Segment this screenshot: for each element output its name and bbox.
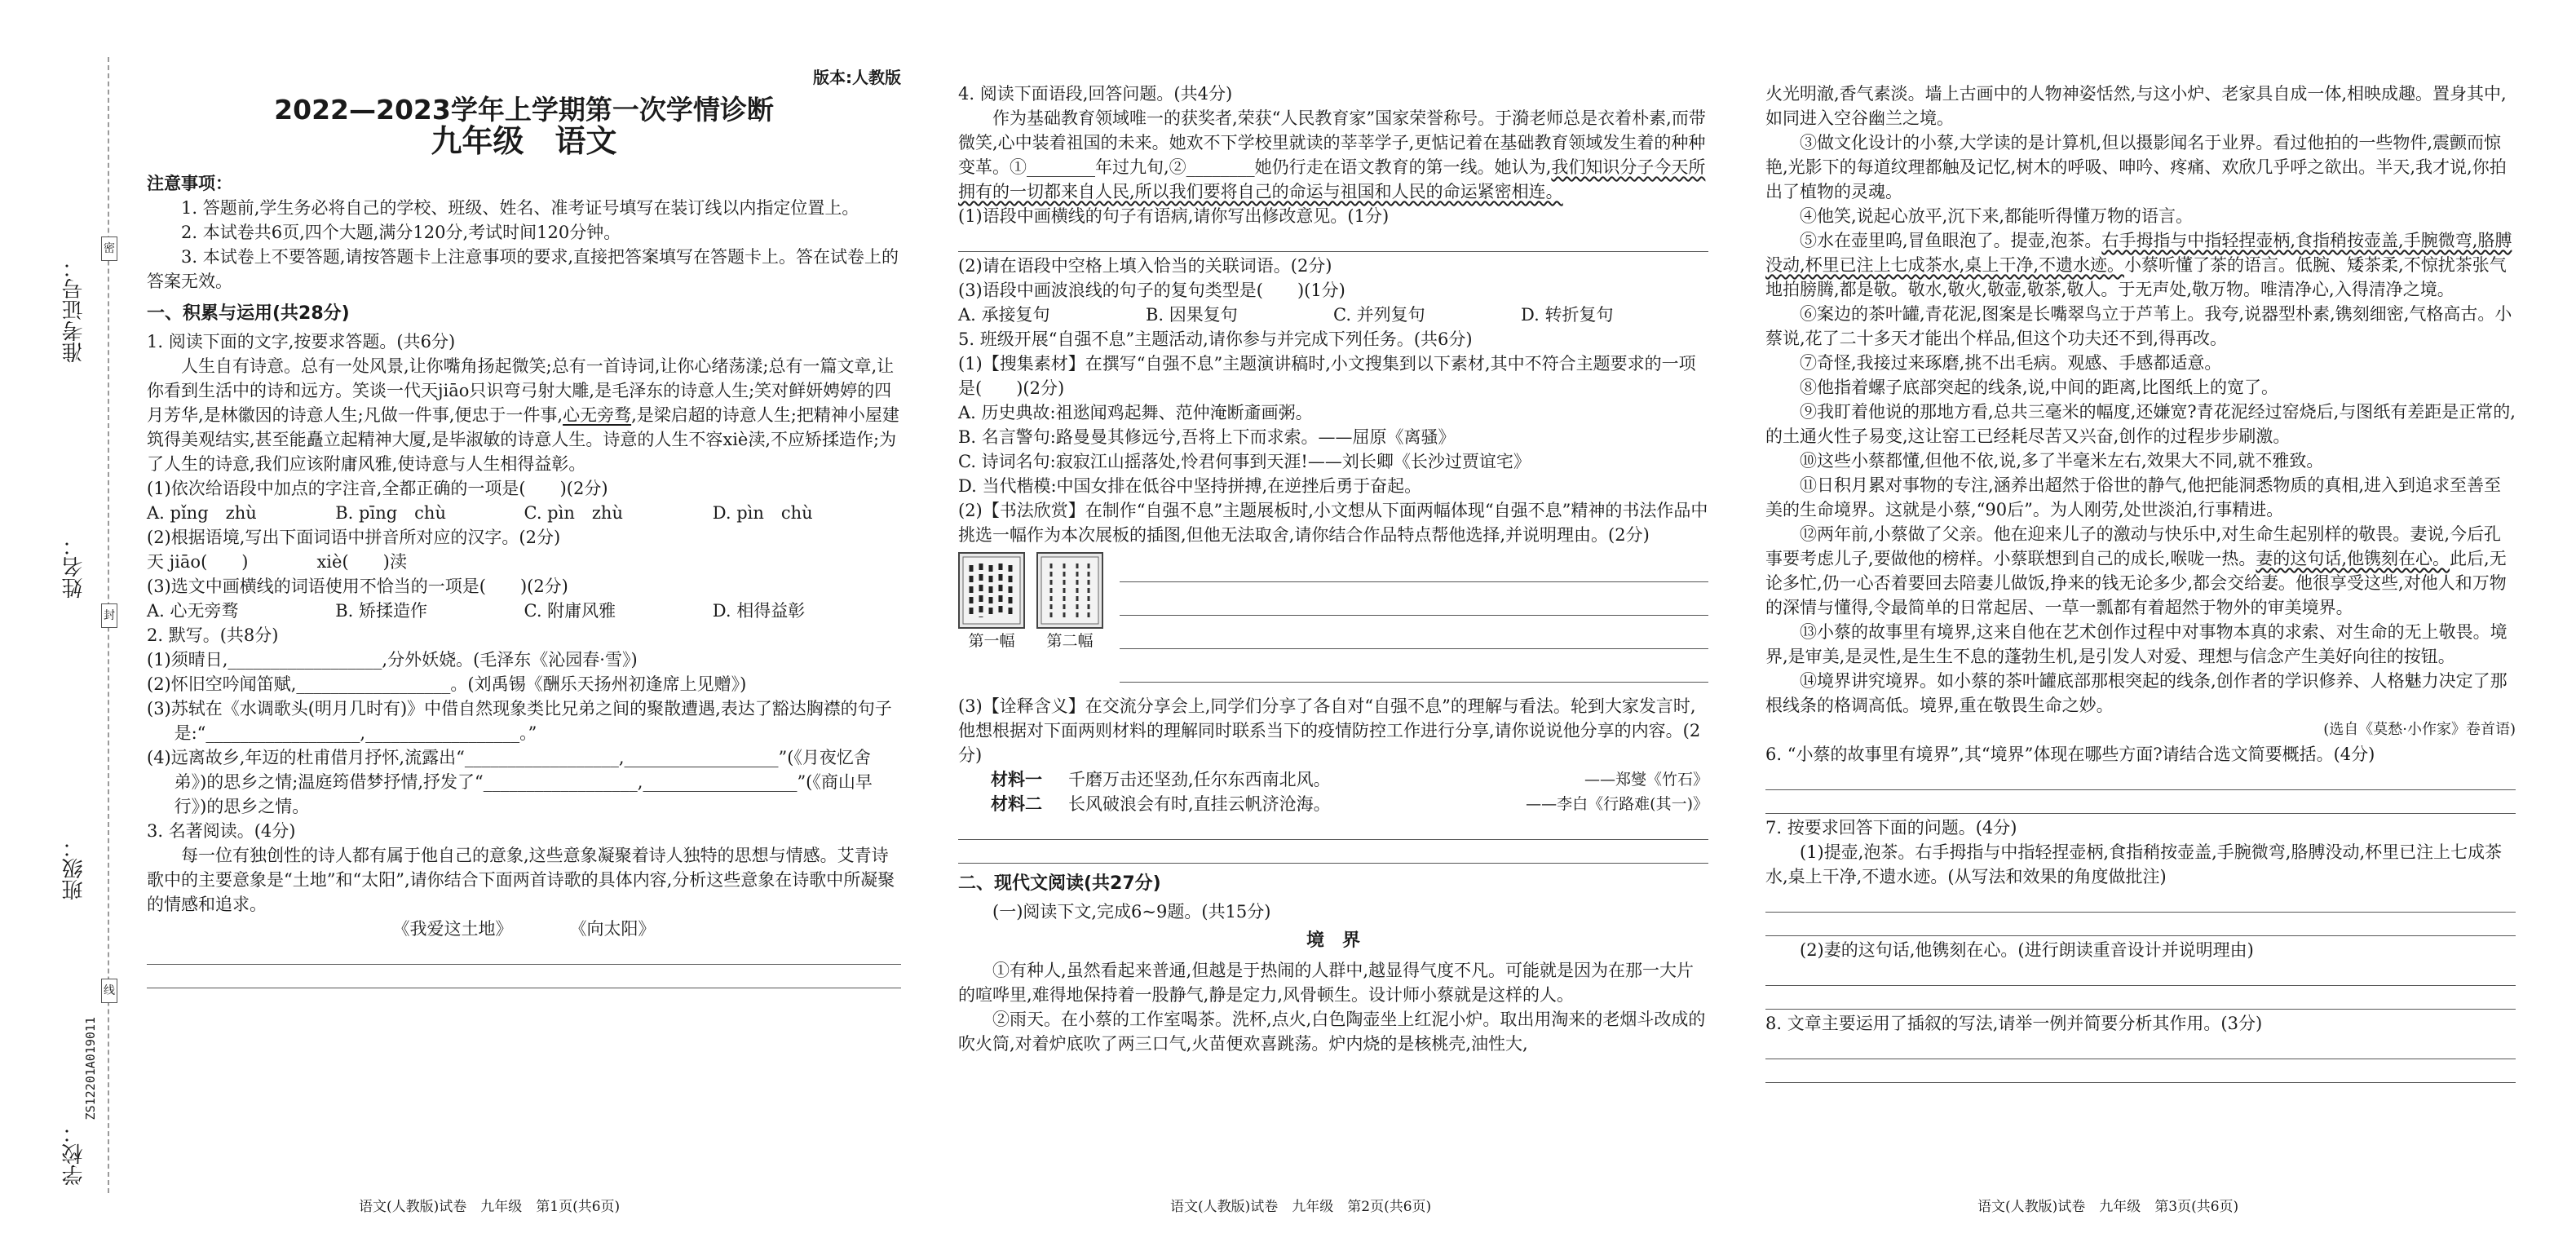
article-paragraph: ⑨我盯着他说的那地方看,总共三毫米的幅度,还嫌宽?青花泥经过窑烧后,与图纸有差距是正常的,的土通火性子易变,这让窑工已经耗尽苦又兴奋,创作的过程步步刷激。 [1765, 402, 2516, 446]
article-paragraph: ⑦奇怪,我接过来琢磨,挑不出毛病。观感、手感都适意。 [1800, 353, 2222, 373]
answer-line[interactable] [1120, 560, 1708, 582]
option-b[interactable]: B. 名言警句:路曼曼其修远兮,吾将上下而求索。——屈原《离骚》 [958, 427, 1456, 447]
article-paragraph: ⑬小蔡的故事里有境界,这来自他在艺术创作过程中对事物本真的求索、对生命的无上敬畏。境界,是审美,是灵性,是生生不息的蓬勃生机,是引发人对爱、理想与信念产生美好向往的按钮。 [1765, 622, 2508, 666]
option-a[interactable]: A. 承接复句 [958, 305, 1050, 325]
question-6-stem: 6. “小蔡的故事里有境界”,其“境界”体现在哪些方面?请结合选文简要概括。(4分) [1765, 745, 2375, 764]
question-5-stem: 5. 班级开展“自强不息”主题活动,请你参与并完成下列任务。(共6分) [958, 329, 1473, 349]
material-1 [958, 767, 1708, 792]
section-2-heading: 二、现代文阅读(共27分) [958, 873, 1161, 894]
answer-line[interactable] [958, 230, 1708, 252]
calligraphy-figure-1 [958, 552, 1025, 653]
note-item: 2. 本试卷共6页,四个大题,满分120分,考试时间120分钟。 [181, 223, 621, 242]
exam-id-field[interactable] [59, 245, 86, 375]
poem-titles [147, 917, 901, 941]
calligraphy-strokes-icon [1038, 554, 1102, 627]
option-b[interactable]: B. 因果复句 [1146, 305, 1238, 325]
material-1-label: 材料一 [991, 770, 1042, 789]
question-7-1: (1)提壶,泡茶。右手拇指与中指轻捏壶柄,食指稍按壶盖,手腕微弯,胳膊没动,杯里已注上七成茶水,桌上干净,不遗水迹。(从写法和效果的角度做批注) [1765, 842, 2503, 886]
question-1-3: (3)选文中画横线的词语使用不恰当的一项是( )(2分) [147, 577, 568, 596]
material-2 [958, 792, 1708, 816]
answer-line[interactable] [1765, 768, 2516, 790]
note-item: 3. 本试卷上不要答题,请按答题卡上注意事项的要求,直接把答案填写在答题卡上。答在试卷上的答案无效。 [147, 247, 899, 291]
calligraphy-block [958, 552, 1708, 694]
page-3 [1765, 82, 2516, 1223]
article-paragraph: ③做文化设计的小蔡,大学读的是计算机,但以摄影闻名于业界。看过他拍的一些物件,震颤而惊艳,光影下的每道纹理都触及记忆,树木的呼吸、呻吟、疼痛、欢欣几乎呼之欲出。半天,我才说,你拍出了植物的灵魂。 [1765, 133, 2507, 201]
answer-line[interactable] [1765, 1037, 2516, 1059]
question-8-stem: 8. 文章主要运用了插叙的写法,请举一例并简要分析其作用。(3分) [1765, 1014, 2263, 1033]
passage-text: 渎,不应矫揉造作;为了人生的诗意,我们应该附庸风雅,使诗意与人生相得益彰。 [147, 430, 897, 474]
seal-mark-xian: 线 [101, 979, 117, 1003]
paragraph-text: 此后,无论多忙,仍一心否着要回去陪妻儿做饭,挣来的钱无论多少,都会交给妻。他很享受这些,对他人和万物的深情与懂得,令最简单的日常起居、一草一瓢都有着超然于物外的审美境界。 [1765, 549, 2507, 617]
answer-line[interactable] [1120, 594, 1708, 616]
option-c[interactable]: C. 附庸风雅 [524, 601, 616, 621]
question-5-3: (3)【诠释含义】在交流分享会上,同学们分享了各自对“自强不息”的理解与看法。轮到大家发言时,他想根据对下面两则材料的理解同时联系当下的疫情防控工作进行分享,请你说说他分享的内容。(2分) [958, 696, 1701, 765]
option-a[interactable]: A. 历史典故:祖逖闻鸡起舞、范仲淹断齑画粥。 [958, 403, 1313, 422]
question-5-1: (1)【搜集素材】在撰写“自强不息”主题演讲稿时,小文搜集到以下素材,其中不符合主题要求的一项是( )(2分) [958, 354, 1696, 398]
option-a[interactable]: A. pǐng zhù [147, 503, 257, 523]
school-label: 学校： [62, 1122, 86, 1186]
answer-line[interactable] [1120, 627, 1708, 649]
article-title: 境 界 [1306, 930, 1360, 951]
article-paragraph: ①有种人,虽然看起来普通,但越是于热闹的人群中,越显得气度不凡。可能就是因为在那一大片的喧哗里,难得地保持着一股静气,静是定力,风骨顿生。设计师小蔡就是这样的人。 [958, 961, 1695, 1005]
passage-text: 人生自有诗意。总有一处风景,让你嘴角扬起微笑;总有一首诗词,让你心绪荡漾;总有一篇文章,让你看到生活中的诗和远方。笑谈一代天 [147, 356, 895, 400]
exam-title: 2022—2023学年上学期第一次学情诊断 [274, 94, 774, 126]
answer-line[interactable] [1120, 661, 1708, 683]
calligraphy-strokes-icon [960, 554, 1023, 627]
material-2-author: ——李白《行路难(其一)》 [1526, 795, 1708, 813]
article-paragraph: ⑪日积月累对事物的专注,涵养出超然于俗世的静气,他把能洞悉物质的真相,进入到追求至善至美的生命境界。这就是小蔡,“90后”。为人刚劳,处世淡泊,行事精进。 [1765, 475, 2502, 519]
calligraphy-images [958, 552, 1103, 653]
question-1-3-options [147, 599, 901, 623]
wavy-sentence: 妻的这句话,他镌刻在心。 [2256, 549, 2450, 568]
paragraph-text: ⑫两年前,小蔡做了父亲。他在迎来儿子的激动与快乐中,对生命生起别样的敬畏。妻说,今后孔事要考虑儿子,要做他的榜样。小蔡联想到自己的成长,喉咙一热。 [1765, 524, 2502, 568]
question-4-stem: 4. 阅读下面语段,回答问题。(共4分) [958, 84, 1233, 104]
answer-line[interactable] [958, 842, 1708, 864]
calligraphy-image-1[interactable] [958, 552, 1025, 629]
passage-text: ,是梁启超的诗意人生;把精神小屋建筑得美观结实,甚至能矗立起精神大厦,是毕淑敏的诗意人生。诗意的人生不容 [147, 405, 899, 449]
school-field[interactable] [59, 1109, 86, 1199]
calligraphy-image-2[interactable] [1036, 552, 1103, 629]
question-3-stem: 3. 名著阅读。(4分) [147, 821, 296, 841]
option-d[interactable]: D. 当代楷模:中国女排在低谷中坚持拼搏,在逆挫后勇于奋起。 [958, 476, 1422, 496]
answer-line[interactable] [1765, 988, 2516, 1010]
question-1-2-fill[interactable]: 天 jiāo( ) xiè( )渎 [147, 552, 407, 572]
article-paragraph: ④他笑,说起心放平,沉下来,都能听得懂万物的语言。 [1800, 206, 2194, 226]
wavy-sentence: 右手拇指与中指轻捏壶柄,食指稍按壶盖,手腕微弯,胳膊没动,杯里已注上七成茶水,桌上干净,不遗水迹。 [1765, 231, 2512, 275]
seal-mark-mi: 密 [101, 236, 117, 261]
answer-line[interactable] [1765, 914, 2516, 936]
question-2-2[interactable]: (2)怀旧空吟闻笛赋,__________________。(刘禹锡《酬乐天扬州初逢席上见赠》) [147, 674, 747, 694]
paragraph-text: ⑤水在壶里呜,冒鱼眼泡了。提壶,泡茶。 [1800, 231, 2102, 250]
material-1-author: ——郑燮《竹石》 [1584, 771, 1708, 789]
paper-code: ZS12201A019011 [83, 1016, 98, 1120]
option-d[interactable]: D. pìn chù [712, 503, 813, 523]
article-paragraph [1765, 522, 2516, 620]
name-label: 姓名： [62, 535, 86, 599]
section-1-heading: 一、积累与运用(共28分) [147, 303, 350, 324]
material-2-label: 材料二 [991, 794, 1042, 814]
question-1-1-options [147, 501, 901, 525]
subsection-1-heading: (一)阅读下文,完成6~9题。(共15分) [992, 902, 1271, 922]
option-a[interactable]: A. 心无旁骛 [147, 601, 239, 621]
name-field[interactable] [59, 522, 86, 612]
article-source: (选自《莫愁·小作家》卷首语) [2323, 721, 2516, 738]
question-4-2: (2)请在语段中空格上填入恰当的关联词语。(2分) [958, 256, 1332, 276]
option-c[interactable]: C. pìn zhù [524, 503, 623, 523]
answer-line[interactable] [1765, 1061, 2516, 1083]
wavy-sentence: 我们知识分子今天所拥有的一切都来自人民,所以我们要将自己的命运与祖国和人民的命运紧密相连。 [958, 157, 1706, 201]
poem-title-2: 《向太阳》 [569, 919, 656, 939]
class-field[interactable] [59, 824, 86, 913]
page-1-footer: 语文(人教版)试卷 九年级 第1页(共6页) [359, 1199, 621, 1215]
question-2-4[interactable]: (4)远离故乡,年迈的杜甫借月抒怀,流露出“__________________,__________________”(《月夜忆舍弟》)的思乡之情;温庭筠借梦抒情,抒发了“__________________,__________________”(《商山早行》)的思乡之情。 [147, 748, 873, 816]
question-4-passage [958, 106, 1708, 204]
answer-line[interactable] [1765, 792, 2516, 814]
binding-margin [0, 0, 122, 1242]
option-c[interactable]: C. 诗词名句:寂寂江山摇落处,怜君何事到天涯!——刘长卿《长沙过贾谊宅》 [958, 452, 1531, 471]
question-4-3: (3)语段中画波浪线的句子的复句类型是( )(1分) [958, 281, 1345, 300]
page-1 [147, 65, 901, 1223]
notes-heading: 注意事项： [147, 174, 232, 193]
figure-1-caption: 第一幅 [968, 632, 1015, 650]
calligraphy-figure-2 [1036, 552, 1103, 653]
article-paragraph: ⑭境界讲究境界。如小蔡的茶叶罐底部那根突起的线条,创作者的学识修养、人格魅力决定了那根线条的格调高低。境界,重在敬畏生命之妙。 [1765, 671, 2508, 715]
option-d[interactable]: D. 转折复句 [1521, 305, 1614, 325]
option-b[interactable]: B. pīng chù [335, 503, 446, 523]
material-1-quote: 千磨万击还坚劲,任尔东西南北风。 [1068, 770, 1331, 789]
article-paragraph: ⑥案边的茶叶罐,青花泥,图案是长嘴翠鸟立于芦苇上。我夸,说器型朴素,镌刻细密,气格高古。小蔡说,花了二十多天才能出个样品,但这个功夫还不到,得再改。 [1765, 304, 2512, 348]
question-7-2: (2)妻的这句话,他镌刻在心。(进行朗读重音设计并说明理由) [1800, 940, 2254, 960]
article-paragraph: ⑧他指着螺子底部突起的线条,说,中间的距离,比图纸上的宽了。 [1800, 378, 2279, 397]
seal-mark-feng: 封 [101, 603, 117, 628]
page-3-footer: 语文(人教版)试卷 九年级 第3页(共6页) [1977, 1199, 2239, 1215]
question-1-2: (2)根据语境,写出下面词语中拼音所对应的汉字。(2分) [147, 528, 561, 547]
passage-text: 只识弯弓射大雕,是毛泽东的诗意人生;笑对鲜妍娉婷的四月芳华,是林徽因的诗意人生;凡做一件事,便忠于一件事, [147, 381, 892, 425]
question-1-1: (1)依次给语段中加点的字注音,全都正确的一项是( )(2分) [147, 479, 608, 498]
question-7-stem: 7. 按要求回答下面的问题。(4分) [1765, 818, 2017, 838]
question-4-1: (1)语段中画横线的句子有语病,请你写出修改意见。(1分) [958, 206, 1390, 226]
passage-text: 作为基础教育领域唯一的获奖者,荣获“人民教育家”国家荣誉称号。于漪老师总是衣着朴素,而带微笑,心中装着祖国的未来。她欢不下学校里就读的莘莘学子,更惦记着在基础教育领域发生着的种种变革。①________年过九旬,②________她仍行走在语文教育的第一线。她认为, [958, 108, 1706, 177]
page-2-footer: 语文(人教版)试卷 九年级 第2页(共6页) [1170, 1199, 1432, 1215]
question-3-body: 每一位有独创性的诗人都有属于他自己的意象,这些意象凝聚着诗人独特的思想与情感。艾青诗歌中的主要意象是“土地”和“太阳”,请你结合下面两首诗歌的具体内容,分析这些意象在诗歌中所凝聚的情感和追求。 [147, 846, 895, 914]
pinyin-xie: xiè [722, 430, 749, 449]
edition-label: 版本:人教版 [813, 68, 901, 87]
underlined-word: 心无旁骛 [563, 405, 632, 425]
note-item: 1. 答题前,学生务必将自己的学校、班级、姓名、准考证号填写在装订线以内指定位置上。 [181, 198, 859, 218]
answer-line[interactable] [958, 818, 1708, 840]
answer-line[interactable] [1765, 891, 2516, 913]
pinyin-jiao: jiāo [438, 381, 470, 400]
question-4-3-options [958, 303, 1708, 327]
question-2-1[interactable]: (1)须晴日,__________________,分外妖娆。(毛泽东《沁园春·雪》) [147, 650, 638, 670]
figure-2-caption: 第二幅 [1046, 632, 1094, 650]
article-paragraph [1765, 228, 2516, 302]
question-1-stem: 1. 阅读下面的文字,按要求答题。(共6分) [147, 332, 456, 351]
class-label: 班级： [62, 837, 86, 900]
exam-subtitle: 九年级 语文 [431, 123, 617, 159]
option-c[interactable]: C. 并列复句 [1333, 305, 1425, 325]
article-paragraph: 火光明澈,香气素淡。墙上古画中的人物神姿恬然,与这小炉、老家具自成一体,相映成趣。置身其中,如同进入空谷幽兰之境。 [1765, 84, 2507, 128]
option-b[interactable]: B. 矫揉造作 [335, 601, 428, 621]
poem-title-1: 《我爱这土地》 [392, 919, 513, 939]
paragraph-text: 小蔡听懂了茶的语言。低腕、矮茶柔,不惊扰茶张气地拍膀腾,都是敬。敬水,敬火,敬壶,敬茶,敬人。于无声处,敬万物。唯清净心,入得清净之境。 [1765, 255, 2507, 299]
article-paragraph: ⑩这些小蔡都懂,但他不依,说,多了半毫米左右,效果大不同,就不雅致。 [1800, 451, 2324, 471]
question-2-3[interactable]: (3)苏轼在《水调歌头(明月几时有)》中借自然现象类比兄弟之间的聚散遭遇,表达了豁达胸襟的句子是:“__________________,__________________。” [147, 699, 892, 743]
question-5-2: (2)【书法欣赏】在制作“自强不息”主题展板时,小文想从下面两幅体现“自强不息”精神的书法作品中挑选一幅作为本次展板的插图,但他无法取舍,请你结合作品特点帮他选择,并说明理由。(2分) [958, 501, 1708, 545]
calligraphy-answer-lines [1120, 552, 1708, 694]
option-d[interactable]: D. 相得益彰 [712, 601, 806, 621]
question-1-passage [147, 354, 901, 476]
exam-id-label: 准考证号： [62, 257, 86, 363]
question-2-stem: 2. 默写。(共8分) [147, 625, 279, 645]
article-paragraph: ②雨天。在小蔡的工作室喝茶。洗杯,点火,白色陶壶坐上红泥小炉。取出用淘来的老烟斗改成的吹火筒,对着炉底吹了两三口气,火苗便欢喜跳荡。炉内烧的是核桃壳,油性大, [958, 1010, 1706, 1054]
answer-line[interactable] [1765, 964, 2516, 986]
page-2 [958, 82, 1708, 1223]
answer-line[interactable] [147, 943, 901, 965]
material-2-quote: 长风破浪会有时,直挂云帆济沧海。 [1068, 794, 1331, 814]
answer-line[interactable] [147, 966, 901, 988]
